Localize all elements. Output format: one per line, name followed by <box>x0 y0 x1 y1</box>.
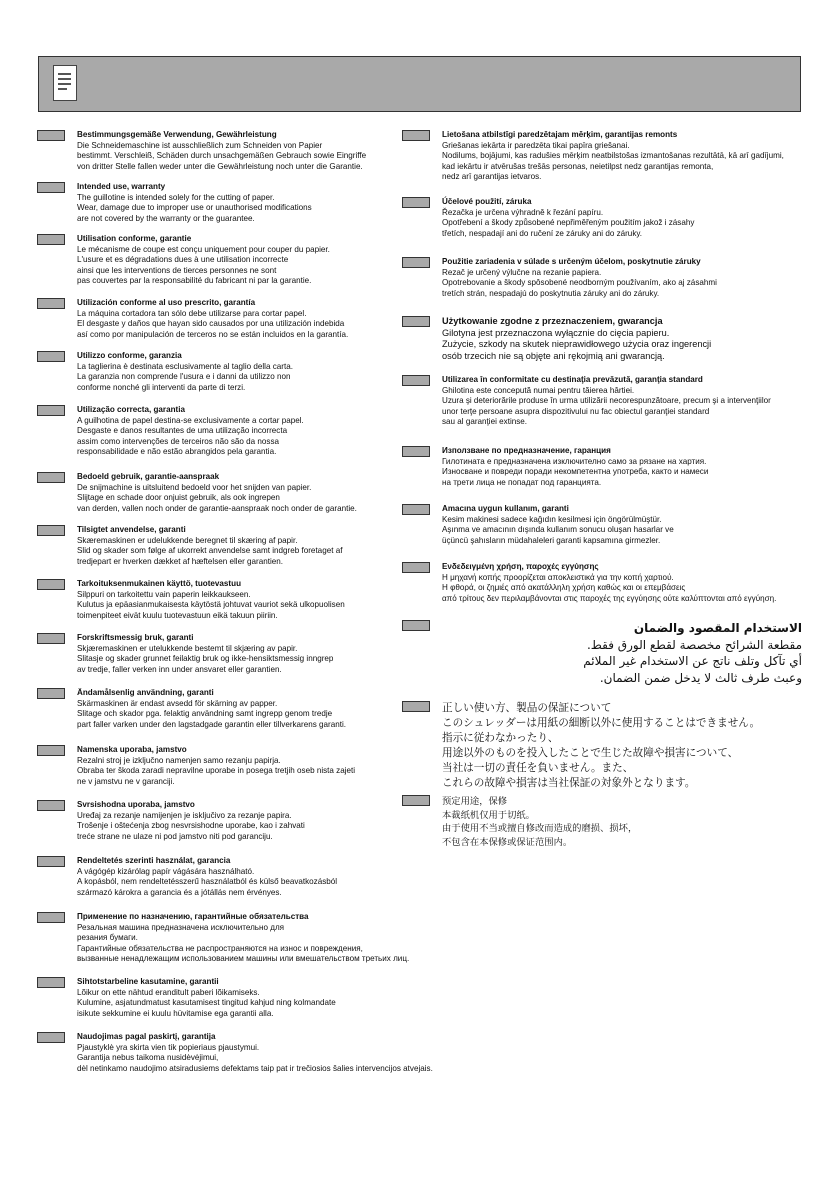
section-line: Slijtage en schade door onjuist gebruik, als ook ingrepen <box>77 493 280 502</box>
section-title: الاستخدام المقصود والضمان <box>633 621 802 635</box>
section-tab <box>402 562 430 573</box>
section-title: Bedoeld gebruik, garantie-aanspraak <box>77 472 220 481</box>
section-tab <box>402 257 430 268</box>
section-line: pas couvertes par la responsabilité du fabricant ni par la garantie. <box>77 276 312 285</box>
section-line: από τρίτους δεν περιλαμβάνονται στις παροχές της εγγύησης ούτε καλύπτονται από εγγύηση. <box>442 593 777 603</box>
section-line: Le mécanisme de coupe est conçu uniquement pour couper du papier. <box>77 244 330 254</box>
section-line: Slid og skader som følge af ukorrekt anvendelse samt indgreb foretaget af <box>77 546 343 555</box>
section-line: 本裁纸机仅用于切纸。 <box>442 809 535 821</box>
section-line: وعبث طرف ثالث لا يدخل ضمن الضمان. <box>599 670 802 685</box>
section-line: 由于使用不当或擅自修改而造成的磨损、损坏， <box>442 823 638 834</box>
section-line: származó károkra a garancia és a jótállás nem érvényes. <box>77 887 282 897</box>
section-line: The guillotine is intended solely for the cutting of paper. <box>77 192 275 202</box>
section-tab <box>37 856 65 867</box>
section-title: Svrsishodna uporaba, jamstvo <box>77 800 195 809</box>
section-tab <box>402 795 430 806</box>
section-tab <box>37 298 65 309</box>
section-tab <box>402 316 430 327</box>
section-title: Amacına uygun kullanım, garanti <box>442 504 569 513</box>
section-line: Ghilotina este concepută numai pentru tăierea hârtiei. <box>442 385 635 395</box>
section-line: kad iekārtu ir atvērušas trešās personas, neietilpst nedz garantijas remonta, <box>442 161 714 171</box>
section-line: Opotrebovanie a škody spôsobené neodborným používaním, ako aj zásahmi <box>442 278 717 287</box>
section-title: Použitie zariadenia v súlade s určeným účelom, poskytnutie záruky <box>442 257 701 266</box>
section-line: Skärmaskinen är endast avsedd för skärning av papper. <box>77 698 278 708</box>
section-tab <box>402 446 430 457</box>
section-line: Skæremaskinen er udelukkende beregnet til skæring af papir. <box>77 535 298 545</box>
section-tab <box>37 912 65 923</box>
section-title: Utilizarea în conformitate cu destinaţia prevăzută, garanţia standard <box>442 375 703 384</box>
section-line: резания бумаги. <box>77 933 138 942</box>
section-tab <box>37 1032 65 1043</box>
section-title: Ενδεδειγμένη χρήση, παροχές εγγύησης <box>442 562 599 571</box>
section-tab <box>37 472 65 483</box>
section-line: La garanzia non comprende l'usura e i danni da utilizzo non <box>77 372 291 381</box>
section-line: 当社は一切の責任を負いません。また、 <box>442 762 634 774</box>
section-tab <box>402 620 430 631</box>
section-title: Използване по предназначение, гаранция <box>442 446 611 455</box>
section-title: Bestimmungsgemäße Verwendung, Gewährleistung <box>77 130 277 139</box>
section-tab <box>402 375 430 386</box>
section-tab <box>37 977 65 988</box>
section-line: conforme nonché gli interventi da parte di terzi. <box>77 382 246 392</box>
section-tab <box>37 130 65 141</box>
section-line: このシュレッダーは用紙の細断以外に使用することはできません。 <box>442 717 761 729</box>
section-line: A kopásból, nem rendeltetésszerű használatból és külső beavatkozásból <box>77 877 338 886</box>
section-line: isikute sekkumine ei kuulu hüvitamise ega garantii alla. <box>77 1008 274 1018</box>
section-line: Резальная машина предназначена исключительно для <box>77 922 285 932</box>
section-line: 不包含在本保修或保证范围内。 <box>442 836 573 848</box>
section-title: Namenska uporaba, jamstvo <box>77 745 187 754</box>
section-tab <box>402 197 430 208</box>
section-title: Utilisation conforme, garantie <box>77 234 192 243</box>
section-line: Obraba ter škoda zaradi nepravilne uporabe in posega tretjih oseb nista zajeti <box>77 766 356 775</box>
section-line: 指示に従わなかったり、 <box>442 732 559 744</box>
section-tab <box>37 579 65 590</box>
section-title: 正しい使い方、製品の保証について <box>442 702 612 714</box>
section-line: osób trzecich nie są objęte ani rękojmią ani gwarancją. <box>442 350 665 361</box>
section-line: Lõikur on ette nähtud eranditult paberi lõikamiseks. <box>77 987 260 997</box>
section-line: Износване и повреди поради некомпетентна употреба, както и намеси <box>442 467 709 476</box>
section-line: Slitage och skador pga. felaktig användning samt ingrepp genom tredje <box>77 709 333 718</box>
section-line: Opotřebení a škody způsobené nepřiměřeným použitím jakož i zásahy <box>442 218 695 227</box>
section-line: Aşınma ve amacının dışında kullanım sonucu oluşan hasarlar ve <box>442 525 674 534</box>
section-line: Kulutus ja epäasianmukaisesta käytöstä johtuvat vauriot sekä ulkopuolisen <box>77 600 345 609</box>
section-line: Skjæremaskinen er utelukkende bestemt til skjæring av papir. <box>77 643 298 653</box>
section-tab <box>37 633 65 644</box>
section-line: вызванные ненадлежащим использованием машины или вмешательством третьих лиц. <box>77 954 410 963</box>
section-line: assim como intervenções de terceiros não são da nossa <box>77 436 279 446</box>
section-title: Ändamålsenlig användning, garanti <box>77 688 214 697</box>
section-line: مقطعة الشرائح مخصصة لقطع الورق فقط. <box>586 637 802 652</box>
section-title: Sihtotstarbeline kasutamine, garantii <box>77 977 219 986</box>
section-line: unor terţe persoane asupra dispozitivului nu fac obiectul garanţiei standard <box>442 406 710 416</box>
section-tab <box>37 182 65 193</box>
section-title: Forskriftsmessig bruk, garanti <box>77 633 194 642</box>
section-title: Tarkoituksenmukainen käyttö, tuotevastuu <box>77 579 242 588</box>
section-line: Nodilums, bojājumi, kas radušies mērķim neatbilstošas izmantošanas rezultātā, kā arī gadījumi, <box>442 151 784 160</box>
section-line: Desgaste e danos resultantes de uma utilização incorrecta <box>77 426 288 435</box>
section-line: أي تآكل وتلف ناتج عن الاستخدام غير الملائم <box>583 654 802 668</box>
section-line: part faller varken under den lagstadgade garantin eller tillverkarens garanti. <box>77 719 347 729</box>
section-line: 用途以外のものを投入したことで生じた故障や損害について、 <box>442 747 739 759</box>
section-tab <box>37 405 65 416</box>
section-line: Η φθορά, οι ζημιές από ακατάλληλη χρήση καθώς και οι επεμβάσεις <box>442 583 686 592</box>
section-line: Kulumine, asjatundmatust kasutamisest tingitud kahjud ning kolmandate <box>77 998 336 1007</box>
section-title: Utilización conforme al uso prescrito, garantía <box>77 298 256 307</box>
section-line: dėl netinkamo naudojimo atsiradusiems defektams taip pat ir trečiosios šalies intervencijos atvejais. <box>77 1063 433 1073</box>
section-line: nedz arī garantijas ietvaros. <box>442 172 542 181</box>
section-line: Slitasje og skader grunnet feilaktig bruk og ikke-hensiktsmessig inngrep <box>77 654 334 663</box>
section-tab <box>402 130 430 141</box>
section-line: treće strane ne ulaze ni pod jamstvo niti pod garanciju. <box>77 831 273 841</box>
section-title: 预定用途，保修 <box>442 796 508 807</box>
section-line: tretích strán, nespadajú do poskytnutia záruky ani do záruky. <box>442 288 660 298</box>
section-line: responsabilidade e não estão abrangidos pela garantia. <box>77 447 277 456</box>
section-line: üçüncü şahısların müdahaleleri garanti kapsamına girmezler. <box>442 535 661 545</box>
section-line: ne v jamstvu ne v garanciji. <box>77 776 175 786</box>
section-line: Гарантийные обязательства не распространяются на износ и повреждения, <box>77 943 363 953</box>
section-line: Pjaustyklė yra skirta vien tik popieriaus pjaustymui. <box>77 1042 260 1052</box>
section-tab <box>37 745 65 756</box>
section-tab <box>37 688 65 699</box>
section-title: Utilização correcta, garantia <box>77 405 185 414</box>
section-line: ainsi que les interventions de tierces personnes ne sont <box>77 265 277 275</box>
section-line: van derden, vallen noch onder de garantie-aanspraak noch onder de garantie. <box>77 503 357 513</box>
section-title: Naudojimas pagal paskirtį, garantija <box>77 1032 216 1041</box>
section-line: Uzura şi deteriorările produse în urma utilizării necorespunzătoare, precum şi a intervenţiilor <box>442 396 771 405</box>
section-line: tredjepart er hverken dækket af hæftelsen eller garantien. <box>77 556 284 566</box>
section-line: Gilotyna jest przeznaczona wyłącznie do cięcia papieru. <box>442 327 670 338</box>
section-line: Rezač je určený výlučne na rezanie papiera. <box>442 267 602 277</box>
section-line: Rezalni stroj je izključno namenjen samo rezanju papirja. <box>77 755 281 765</box>
section-tab <box>37 351 65 362</box>
section-line: Wear, damage due to improper use or unauthorised modifications <box>77 203 312 212</box>
section-line: La máquina cortadora tan sólo debe utilizarse para cortar papel. <box>77 308 307 318</box>
section-tab <box>37 234 65 245</box>
section-line: třetích, nespadají ani do ručení ze záruky ani do záruky. <box>442 228 643 238</box>
section-line: De snijmachine is uitsluitend bedoeld voor het snijden van papier. <box>77 482 312 492</box>
section-line: La taglierina è destinata esclusivamente al taglio della carta. <box>77 361 293 371</box>
section-title: Utilizzo conforme, garanzia <box>77 351 182 360</box>
section-tab <box>37 525 65 536</box>
section-line: Griešanas iekārta ir paredzēta tikai papīra griešanai. <box>442 140 630 150</box>
section-line: на трети лица не попадат под гаранцията. <box>442 477 602 487</box>
section-line: Garantija nebus taikoma nusidėvėjimui, <box>77 1053 219 1062</box>
section-line: El desgaste y daños que hayan sido causados por una utilización indebida <box>77 319 345 328</box>
section-line: von dritter Stelle fallen weder unter die Gewährleistung noch unter die Garantie. <box>77 161 363 171</box>
section-line: are not covered by the warranty or the guarantee. <box>77 213 255 223</box>
section-line: Kesim makinesi sadece kağıdın kesilmesi için öngörülmüştür. <box>442 514 662 524</box>
section-line: A guilhotina de papel destina-se exclusivamente a cortar papel. <box>77 415 304 425</box>
section-title: Intended use, warranty <box>77 182 166 191</box>
section-title: Tilsigtet anvendelse, garanti <box>77 525 186 534</box>
section-line: Uređaj za rezanje namijenjen je isključivo za rezanje papira. <box>77 810 292 820</box>
section-line: av tredje, faller verken inn under ansvaret eller garantien. <box>77 664 282 674</box>
section-line: toimenpiteet eivät kuulu tuotevastuun eikä takuun piiriin. <box>77 610 278 620</box>
header-banner <box>38 56 801 112</box>
section-line: A vágógép kizárólag papír vágására használható. <box>77 866 255 876</box>
document-icon <box>53 65 77 101</box>
section-line: Silppuri on tarkoitettu vain paperin leikkaukseen. <box>77 589 251 599</box>
section-title: Rendeltetés szerinti használat, garancia <box>77 856 231 865</box>
section-tab <box>37 800 65 811</box>
section-line: Die Schneidemaschine ist ausschließlich zum Schneiden von Papier <box>77 140 323 150</box>
section-line: Řezačka je určena výhradně k řezání papíru. <box>442 207 604 217</box>
section-title: Účelové použití, záruka <box>442 197 532 206</box>
section-title: Użytkowanie zgodne z przeznaczeniem, gwarancja <box>442 316 663 326</box>
section-title: Применение по назначению, гарантийные обязательства <box>77 912 309 921</box>
section-line: Trošenje i oštećenja zbog nesvrsishodne uporabe, kao i zahvati <box>77 821 305 830</box>
section-line: これらの故障や損害は当社保証の対象外となります。 <box>442 777 696 789</box>
section-line: L'usure et es dégradations dues à une utilisation incorrecte <box>77 255 289 264</box>
section-line: Η μηχανή κοπής προορίζεται αποκλειστικά για την κοπή χαρτιού. <box>442 572 674 582</box>
section-line: Гилотината е предназначена изключително само за рязане на хартия. <box>442 456 707 466</box>
section-line: bestimmt. Verschleiß, Schäden durch unsachgemäßen Gebrauch sowie Eingriffe <box>77 151 367 160</box>
section-title: Lietošana atbilstīgi paredzētajam mērķim, garantijas remonts <box>442 130 678 139</box>
section-tab <box>402 701 430 712</box>
section-tab <box>402 504 430 515</box>
section-line: sau al garanţiei extinse. <box>442 417 528 426</box>
section-line: así como por manipulación de terceros no se están incluidos en la garantía. <box>77 329 349 339</box>
section-line: Zużycie, szkody na skutek nieprawidłowego użycia oraz ingerencji <box>442 339 712 349</box>
